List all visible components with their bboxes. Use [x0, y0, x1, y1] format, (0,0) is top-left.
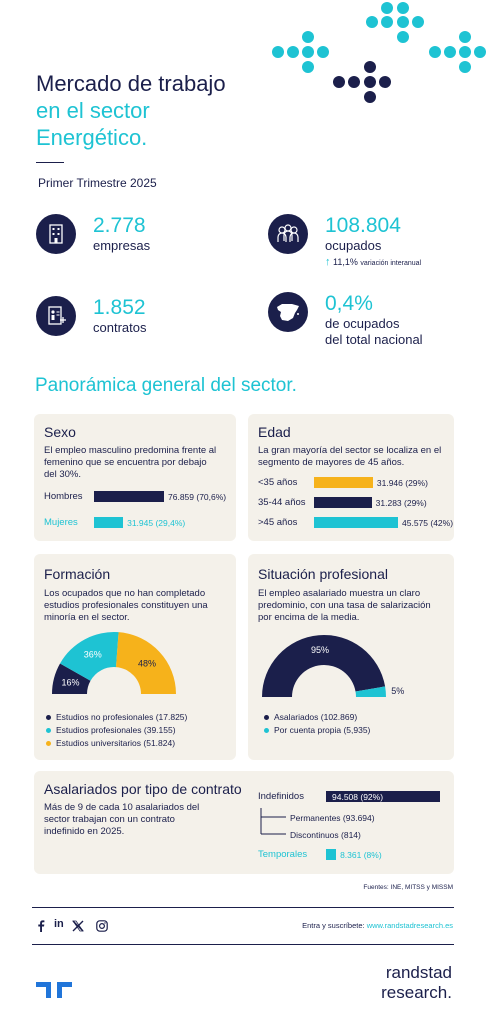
card-situacion-desc-3: por encima de la media.: [258, 612, 360, 623]
legend-item-asalariados: [264, 712, 357, 722]
people-icon: [268, 214, 308, 254]
subscribe-label: Entra y suscríbete:: [302, 921, 365, 930]
permanentes-label: Permanentes (93.694): [290, 813, 375, 823]
randstad-logo-icon: [34, 979, 74, 1001]
legend-label-estudios-no-profesionales: Estudios no profesionales (17.825): [56, 712, 188, 722]
card-formacion-desc-1: Los ocupados que no han completado: [44, 588, 206, 599]
card-situacion: [248, 554, 454, 760]
card-situacion-title: Situación profesional: [258, 566, 388, 582]
card-situacion-desc-1: El empleo asalariado muestra un claro: [258, 588, 421, 599]
bar-value-35-44-a-os: 31.283 (29%): [375, 498, 427, 508]
card-situacion-desc-2: predominio, con una tasa de salarización: [258, 600, 431, 611]
card-sexo-desc-2: femenino que se encuentra por debajo: [44, 457, 207, 468]
card-contrato-desc-1: Más de 9 de cada 10 asalariados del: [44, 802, 200, 813]
bar-value-mujeres: 31.945 (29,4%): [127, 518, 186, 528]
slice-label-por-cuenta-propia: 5%: [391, 685, 405, 696]
spain-map-icon: [268, 292, 308, 332]
legend-dot-estudios-universitarios: [46, 741, 51, 746]
bar-label-temporales: Temporales: [258, 849, 308, 860]
empresas-value: 2.778: [93, 214, 146, 237]
contratos-value: 1.852: [93, 296, 146, 319]
card-edad-title: Edad: [258, 424, 291, 440]
legend-item-estudios-universitarios: [46, 738, 175, 748]
slice-label-estudios-no-profesionales: 16%: [61, 677, 80, 688]
x-twitter-icon[interactable]: [72, 919, 84, 931]
ocupados-value: 108.804: [325, 214, 401, 237]
bar-value-35-a-os: 31.946 (29%): [376, 478, 428, 488]
card-contrato-desc-3: indefinido en 2025.: [44, 826, 125, 837]
slice-label-estudios-universitarios: 48%: [137, 658, 156, 669]
bar-hombres: [94, 491, 164, 502]
title-line-1: Mercado de trabajo: [36, 71, 226, 96]
bar-45-a-os: [314, 517, 398, 528]
card-formacion-desc-2: estudios profesionales constituyen una: [44, 600, 208, 611]
ocupados-change-label: variación interanual: [360, 260, 422, 267]
card-edad-desc-1: La gran mayoría del sector se localiza en el: [258, 445, 442, 456]
sources-note: Fuentes: INE, MITSS y MISSM: [363, 884, 453, 891]
card-formacion-title: Formación: [44, 566, 111, 582]
bar-35-44-a-os: [314, 497, 372, 508]
card-sexo-desc-1: El empleo masculino predomina frente al: [44, 445, 217, 456]
nacional-label-2: del total nacional: [325, 332, 423, 347]
card-sexo: [34, 414, 236, 541]
bar-mujeres: [94, 517, 123, 528]
legend-item-estudios-no-profesionales: [46, 712, 187, 722]
bar-value-hombres: 76.859 (70,6%): [168, 492, 227, 502]
slice-label-estudios-profesionales: 36%: [83, 649, 102, 660]
card-edad-desc-2: segmento de mayores de 45 años.: [258, 457, 405, 468]
bar-35-a-os: [314, 477, 373, 488]
brand-line-1: randstad: [385, 963, 452, 982]
discontinuos-label: Discontinuos (814): [290, 830, 361, 840]
facebook-icon[interactable]: [36, 919, 46, 932]
nacional-value: 0,4%: [325, 292, 373, 315]
legend-item-estudios-profesionales: [46, 725, 176, 735]
contract-icon: [36, 296, 76, 336]
title-divider: [36, 162, 64, 163]
legend-dot-por-cuenta-propia: [264, 728, 269, 733]
contrato-tree-connector: [258, 808, 288, 838]
ocupados-change-value: 11,1%: [333, 257, 358, 267]
card-sexo-desc-3: del 30%.: [44, 469, 81, 480]
card-contrato-desc-2: sector trabajan con un contrato: [44, 814, 175, 825]
empresas-label: empresas: [93, 238, 151, 253]
title-line-2: en el sector: [36, 98, 150, 123]
up-arrow-icon: ↑: [325, 256, 331, 268]
footer-divider-bottom: [32, 944, 454, 945]
legend-dot-estudios-profesionales: [46, 728, 51, 733]
slice-label-asalariados: 95%: [310, 645, 329, 656]
legend-label-estudios-profesionales: Estudios profesionales (39.155): [56, 725, 176, 735]
card-formacion: [34, 554, 236, 760]
bar-label-35-44-a-os: 35-44 años: [258, 497, 306, 508]
linkedin-icon[interactable]: in: [54, 918, 64, 930]
card-sexo-title: Sexo: [44, 424, 76, 440]
bar-label-indefinidos: Indefinidos: [258, 791, 304, 802]
instagram-icon[interactable]: [96, 919, 108, 931]
bar-value-indefinidos: 94.508 (92%): [332, 792, 384, 802]
legend-label-por-cuenta-propia: Por cuenta propia (5,935): [274, 725, 371, 735]
card-contrato-title: Asalariados por tipo de contrato: [44, 781, 242, 797]
subscribe-link[interactable]: www.randstadresearch.es: [366, 921, 453, 930]
bar-value-temporales: 8.361 (8%): [340, 850, 382, 860]
bar-label-hombres: Hombres: [44, 491, 83, 502]
legend-item-por-cuenta-propia: [264, 725, 370, 735]
title-line-3: Energético.: [36, 125, 148, 150]
bar-temporales: [326, 849, 336, 860]
bar-label-mujeres: Mujeres: [44, 517, 78, 528]
contratos-label: contratos: [93, 320, 147, 335]
brand-line-2: research.: [381, 983, 452, 1002]
period-label: Primer Trimestre 2025: [38, 176, 157, 190]
legend-dot-estudios-no-profesionales: [46, 715, 51, 720]
card-formacion-desc-3: minoría en el sector.: [44, 612, 130, 623]
section-title: Panorámica general del sector.: [35, 375, 297, 396]
legend-dot-asalariados: [264, 715, 269, 720]
ocupados-label: ocupados: [325, 238, 382, 253]
legend-label-asalariados: Asalariados (102.869): [274, 712, 358, 722]
card-contrato: [34, 771, 454, 874]
bar-label-35-a-os: <35 años: [258, 477, 298, 488]
bar-value-45-a-os: 45.575 (42%): [402, 518, 454, 528]
bar-label-45-a-os: >45 años: [258, 517, 298, 528]
building-icon: [36, 214, 76, 254]
footer-divider-top: [32, 907, 454, 908]
nacional-label-1: de ocupados: [325, 316, 400, 331]
card-edad: [248, 414, 454, 541]
legend-label-estudios-universitarios: Estudios universitarios (51.824): [56, 738, 176, 748]
